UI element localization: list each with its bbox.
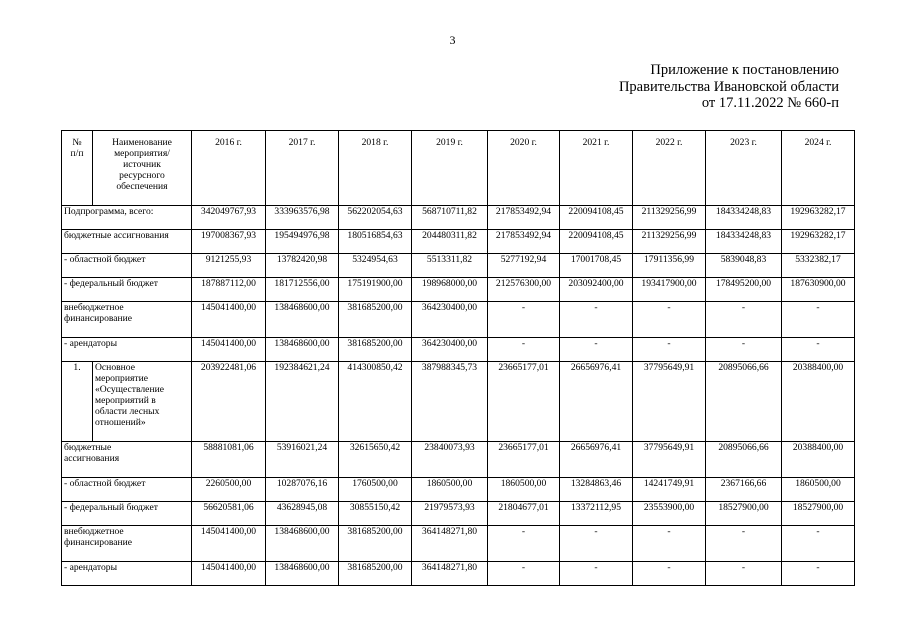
row-value: 180516854,63	[339, 230, 412, 254]
row-value: 562202054,63	[339, 206, 412, 230]
table-row	[62, 338, 855, 362]
row-value: -	[488, 302, 560, 338]
row-value: 211329256,99	[633, 230, 706, 254]
row-value: 17001708,45	[560, 254, 633, 278]
row-value: 145041400,00	[192, 302, 266, 338]
row-value: 56620581,06	[192, 502, 266, 526]
row-value: 18527900,00	[706, 502, 782, 526]
row-value: 23665177,01	[488, 442, 560, 478]
row-value: 184334248,83	[706, 206, 782, 230]
row-value: 2367166,66	[706, 478, 782, 502]
row-value: 212576300,00	[488, 278, 560, 302]
row-value: -	[782, 562, 855, 586]
row-value: 181712556,00	[266, 278, 339, 302]
row-value: 381685200,00	[339, 338, 412, 362]
row-value: -	[560, 526, 633, 562]
row-value: 53916021,24	[266, 442, 339, 478]
row-value: 381685200,00	[339, 526, 412, 562]
row-label: - арендаторы	[62, 562, 192, 586]
attachment-line-3: от 17.11.2022 № 660-п	[701, 95, 839, 111]
row-value: 381685200,00	[339, 562, 412, 586]
row-value: 187630900,00	[782, 278, 855, 302]
row-value: -	[633, 338, 706, 362]
row-value: 145041400,00	[192, 338, 266, 362]
row-value: 26656976,41	[560, 442, 633, 478]
row-label: - федеральный бюджет	[62, 502, 192, 526]
row-value: 58881081,06	[192, 442, 266, 478]
row-value: 197008367,93	[192, 230, 266, 254]
attachment-line-1: Приложение к постановлению	[650, 62, 839, 78]
header-year: 2019 г.	[412, 131, 488, 206]
header-year: 2016 г.	[192, 131, 266, 206]
row-value: 13782420,98	[266, 254, 339, 278]
table-header-row	[62, 131, 855, 206]
table-row	[62, 206, 855, 230]
row-value: 13284863,46	[560, 478, 633, 502]
row-value: 2260500,00	[192, 478, 266, 502]
row-value: 204480311,82	[412, 230, 488, 254]
row-value: 192963282,17	[782, 230, 855, 254]
row-value: 1860500,00	[782, 478, 855, 502]
row-value: 195494976,98	[266, 230, 339, 254]
row-value: 387988345,73	[412, 362, 488, 442]
row-value: 138468600,00	[266, 302, 339, 338]
row-value: -	[782, 526, 855, 562]
row-value: 20388400,00	[782, 442, 855, 478]
row-value: 178495200,00	[706, 278, 782, 302]
row-value: 5513311,82	[412, 254, 488, 278]
table-row	[62, 478, 855, 502]
table-row	[62, 502, 855, 526]
row-value: 30855150,42	[339, 502, 412, 526]
header-year: 2018 г.	[339, 131, 412, 206]
event-number: 1.	[62, 362, 93, 442]
row-value: 1760500,00	[339, 478, 412, 502]
row-value: 333963576,98	[266, 206, 339, 230]
row-value: 32615650,42	[339, 442, 412, 478]
row-value: 14241749,91	[633, 478, 706, 502]
row-value: 414300850,42	[339, 362, 412, 442]
table-row	[62, 526, 855, 562]
header-year: 2022 г.	[633, 131, 706, 206]
row-value: 5332382,17	[782, 254, 855, 278]
row-value: 192963282,17	[782, 206, 855, 230]
row-value: 193417900,00	[633, 278, 706, 302]
header-year: 2020 г.	[488, 131, 560, 206]
row-value: 364148271,80	[412, 526, 488, 562]
row-value: 138468600,00	[266, 338, 339, 362]
row-label: - арендаторы	[62, 338, 192, 362]
row-value: 9121255,93	[192, 254, 266, 278]
row-value: 381685200,00	[339, 302, 412, 338]
row-value: 23840073,93	[412, 442, 488, 478]
row-value: 364230400,00	[412, 302, 488, 338]
table-row	[62, 302, 855, 338]
row-value: -	[706, 562, 782, 586]
row-value: 203922481,06	[192, 362, 266, 442]
header-year: 2023 г.	[706, 131, 782, 206]
row-value: 364230400,00	[412, 338, 488, 362]
row-value: 187887112,00	[192, 278, 266, 302]
attachment-heading	[619, 62, 839, 112]
row-label: - областной бюджет	[62, 254, 192, 278]
header-year: 2017 г.	[266, 131, 339, 206]
row-value: 138468600,00	[266, 526, 339, 562]
row-value: 198968000,00	[412, 278, 488, 302]
table-row-event	[62, 362, 855, 442]
header-name: Наименование мероприятия/ источник ресурсного обеспечения	[93, 131, 192, 206]
row-value: 23665177,01	[488, 362, 560, 442]
row-value: -	[633, 562, 706, 586]
table-row	[62, 562, 855, 586]
page-number: 3	[449, 33, 456, 47]
row-value: 184334248,83	[706, 230, 782, 254]
row-value: 220094108,45	[560, 206, 633, 230]
row-value: 217853492,94	[488, 206, 560, 230]
row-value: 192384621,24	[266, 362, 339, 442]
row-value: 1860500,00	[488, 478, 560, 502]
row-value: -	[782, 302, 855, 338]
row-value: -	[706, 302, 782, 338]
row-value: 5324954,63	[339, 254, 412, 278]
row-label: Подпрограмма, всего:	[62, 206, 192, 230]
row-value: 1860500,00	[412, 478, 488, 502]
table-row	[62, 278, 855, 302]
header-year: 2021 г.	[560, 131, 633, 206]
budget-table	[61, 130, 855, 586]
row-value: 26656976,41	[560, 362, 633, 442]
row-value: 18527900,00	[782, 502, 855, 526]
row-value: 145041400,00	[192, 562, 266, 586]
row-label: - областной бюджет	[62, 478, 192, 502]
row-label: - федеральный бюджет	[62, 278, 192, 302]
row-value: -	[560, 562, 633, 586]
header-num: № п/п	[62, 131, 93, 206]
row-value: 5277192,94	[488, 254, 560, 278]
header-year: 2024 г.	[782, 131, 855, 206]
row-label: бюджетные ассигнования	[62, 442, 192, 478]
row-value: 211329256,99	[633, 206, 706, 230]
row-value: 37795649,91	[633, 362, 706, 442]
row-value: -	[560, 302, 633, 338]
row-value: 364148271,80	[412, 562, 488, 586]
row-value: -	[633, 302, 706, 338]
row-value: 145041400,00	[192, 526, 266, 562]
row-value: -	[488, 562, 560, 586]
row-label: внебюджетное финансирование	[62, 302, 192, 338]
row-value: -	[633, 526, 706, 562]
row-value: 21804677,01	[488, 502, 560, 526]
row-value: 217853492,94	[488, 230, 560, 254]
row-value: 220094108,45	[560, 230, 633, 254]
row-value: -	[488, 526, 560, 562]
row-value: 43628945,08	[266, 502, 339, 526]
row-value: 23553900,00	[633, 502, 706, 526]
row-value: 13372112,95	[560, 502, 633, 526]
row-value: -	[488, 338, 560, 362]
row-value: 203092400,00	[560, 278, 633, 302]
table-row	[62, 254, 855, 278]
row-value: -	[560, 338, 633, 362]
row-value: 5839048,83	[706, 254, 782, 278]
row-value: 20388400,00	[782, 362, 855, 442]
row-label: бюджетные ассигнования	[62, 230, 192, 254]
row-value: 175191900,00	[339, 278, 412, 302]
table-row	[62, 230, 855, 254]
row-value: 568710711,82	[412, 206, 488, 230]
row-value: 20895066,66	[706, 362, 782, 442]
row-value: -	[782, 338, 855, 362]
row-value: -	[706, 526, 782, 562]
row-value: 138468600,00	[266, 562, 339, 586]
attachment-line-2: Правительства Ивановской области	[618, 78, 839, 95]
row-label: внебюджетное финансирование	[62, 526, 192, 562]
row-value: 342049767,93	[192, 206, 266, 230]
row-value: 20895066,66	[706, 442, 782, 478]
row-value: 17911356,99	[633, 254, 706, 278]
row-value: 37795649,91	[633, 442, 706, 478]
table-row	[62, 442, 855, 478]
event-name: Основное мероприятие «Осуществление мероприятий в области лесных отношений»	[93, 362, 192, 442]
row-value: -	[706, 338, 782, 362]
row-value: 10287076,16	[266, 478, 339, 502]
row-value: 21979573,93	[412, 502, 488, 526]
